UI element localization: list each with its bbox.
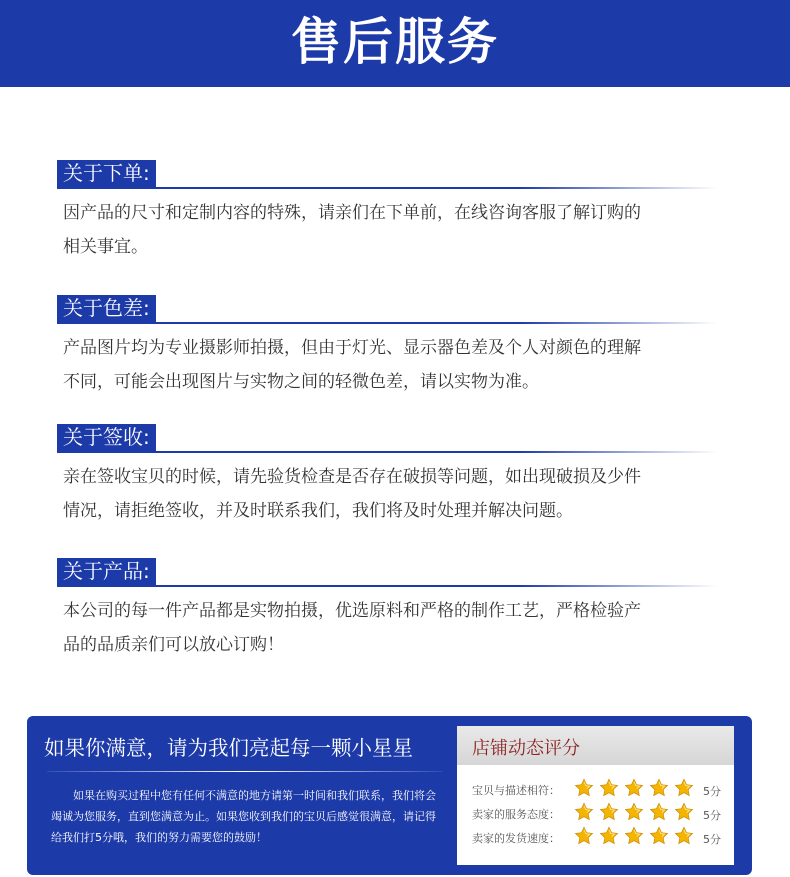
section-text — [63, 460, 713, 528]
banner-message-line: 如果在购买过程中您有任何不满意的地方请第一时间和我们联系，我 — [73, 789, 403, 802]
rating-row-description — [472, 778, 734, 800]
banner-title: 如果你满意，请为我们亮起每一颗小星星 — [44, 736, 413, 760]
star-icon[interactable] — [674, 826, 694, 846]
section-label: 关于签收: — [57, 424, 156, 451]
star-icon[interactable] — [599, 778, 619, 798]
rating-score: 5分 — [703, 833, 721, 846]
star-icon[interactable] — [624, 778, 644, 798]
star-icon[interactable] — [574, 802, 594, 822]
rating-score: 5分 — [703, 809, 721, 822]
rating-label: 卖家的发货速度： — [472, 832, 560, 845]
section-text — [63, 331, 713, 399]
star-icon[interactable] — [624, 826, 644, 846]
section-line: 不同，可能会出现图片与实物之间的轻微色差，请以实物为准。 — [63, 372, 539, 392]
star-icon[interactable] — [599, 826, 619, 846]
star-icon[interactable] — [649, 802, 669, 822]
section-divider — [57, 451, 717, 453]
star-rating[interactable] — [574, 778, 699, 800]
section-text — [63, 594, 713, 662]
star-icon[interactable] — [649, 826, 669, 846]
page-header — [0, 0, 790, 87]
banner-divider — [47, 771, 442, 772]
star-rating[interactable] — [574, 826, 699, 848]
section-label: 关于产品: — [57, 558, 156, 585]
section-line: 产品图片均为专业摄影师拍摄，但由于灯光、显示器色差及个人对颜色的理解 — [63, 338, 641, 358]
star-icon[interactable] — [574, 826, 594, 846]
section-divider — [57, 322, 717, 324]
rating-score: 5分 — [703, 785, 721, 798]
rating-label: 宝贝与描述相符： — [472, 784, 560, 797]
section-divider — [57, 585, 717, 587]
star-rating[interactable] — [574, 802, 699, 824]
shop-rating-panel — [457, 726, 734, 865]
star-icon[interactable] — [674, 802, 694, 822]
rating-banner — [27, 716, 752, 875]
section-line: 相关事宜。 — [63, 237, 148, 257]
star-icon[interactable] — [624, 802, 644, 822]
section-label: 关于下单: — [57, 160, 156, 187]
section-line: 因产品的尺寸和定制内容的特殊，请亲们在下单前，在线咨询客服了解订购的 — [63, 203, 641, 223]
rating-header — [457, 726, 734, 765]
rating-title: 店铺动态评分 — [472, 738, 580, 759]
star-icon[interactable] — [574, 778, 594, 798]
star-icon[interactable] — [649, 778, 669, 798]
section-line: 品的品质亲们可以放心订购！ — [63, 635, 284, 655]
star-icon[interactable] — [599, 802, 619, 822]
section-line: 情况，请拒绝签收，并及时联系我们，我们将及时处理并解决问题。 — [63, 501, 573, 521]
section-label: 关于色差: — [57, 295, 156, 322]
banner-message-line: 们将会竭诚为您服务，直到您满意为止。如果您收到我们的宝贝后感觉很 — [51, 789, 436, 823]
rating-row-service — [472, 802, 734, 824]
rating-row-shipping — [472, 826, 734, 848]
section-line: 亲在签收宝贝的时候，请先验货检查是否存在破损等问题，如出现破损及少件 — [63, 467, 641, 487]
page-title: 售后服务 — [291, 13, 499, 71]
section-line: 本公司的每一件产品都是实物拍摄，优选原料和严格的制作工艺，严格检验产 — [63, 601, 641, 621]
banner-message — [51, 785, 441, 848]
section-divider — [57, 187, 717, 189]
rating-label: 卖家的服务态度： — [472, 808, 560, 821]
section-text — [63, 196, 713, 264]
banner-message-line: 满意，请记得给我们打5分哦，我们的努力需要您的鼓励！ — [51, 810, 436, 844]
star-icon[interactable] — [674, 778, 694, 798]
